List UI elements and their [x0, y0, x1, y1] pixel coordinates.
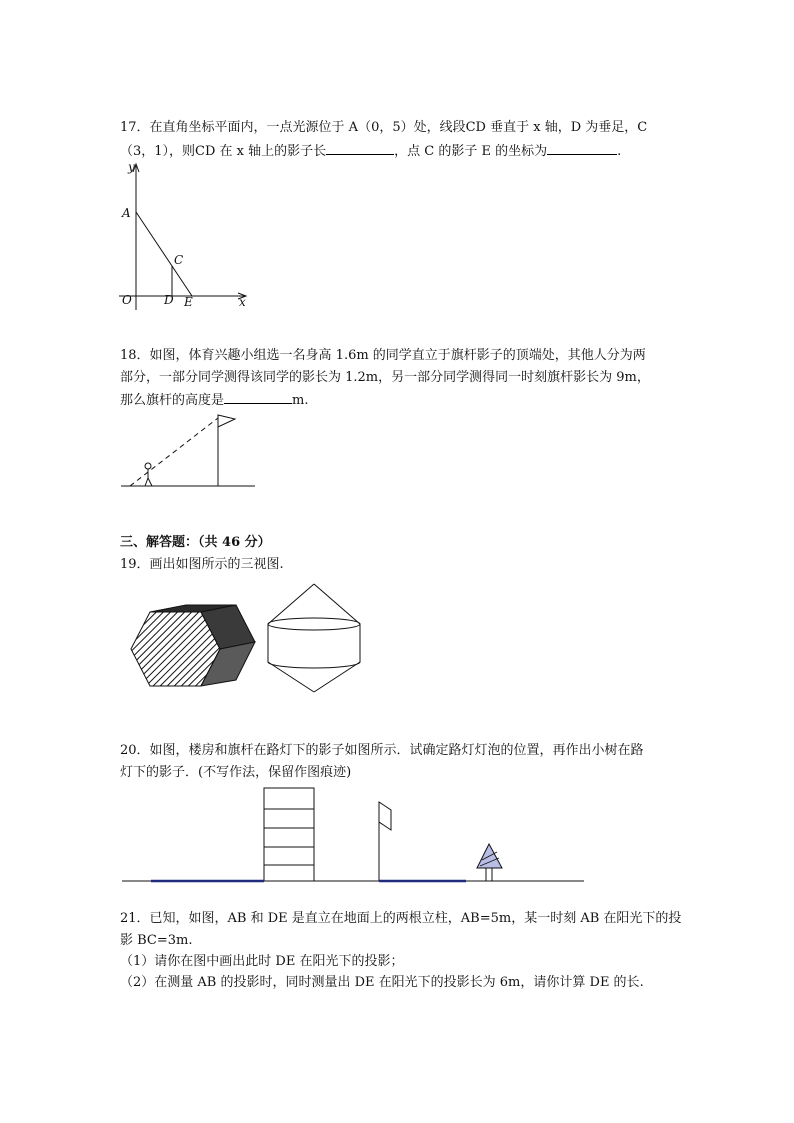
hexagonal-prism: [131, 605, 255, 686]
cylinder-top-ellipse: [268, 618, 360, 630]
q20-text-line2: 灯下的影子．(不写作法，保留作图痕迹): [120, 765, 352, 780]
flag: [379, 802, 391, 830]
q18-flagpole-figure: [118, 412, 258, 492]
label-D: D: [164, 293, 174, 307]
cylinder-with-cones: [268, 584, 360, 692]
q17-text-a: （3，1），则CD 在 x 轴上的影子长: [120, 144, 327, 159]
q20-text-line1: 20．如图，楼房和旗杆在路灯下的影子如图所示．试确定路灯灯泡的位置，再作出小树在路: [120, 743, 644, 758]
label-C: C: [174, 253, 184, 267]
q20-streetlight-figure: [120, 786, 590, 886]
flag: [218, 415, 235, 427]
q18-text-line1: 18．如图，体育兴趣小组选一名身高 1.6m 的同学直立于旗杆影子的顶端处，其他人分为两: [120, 348, 646, 363]
student-leg-left: [145, 478, 148, 486]
q17-text-c: .: [617, 144, 622, 159]
student-leg-right: [148, 478, 152, 486]
label-O: O: [122, 293, 132, 307]
q18-text-line3: [120, 390, 308, 410]
sun-ray-dashed: [130, 418, 218, 486]
q17-answer-blank-2[interactable]: [547, 141, 617, 155]
q18-text-b: m.: [292, 393, 309, 408]
label-A: A: [122, 206, 131, 220]
q19-solids-figure: [120, 584, 360, 694]
section-3-heading: 三、解答题：（共 46 分）: [120, 535, 271, 550]
student-head: [145, 463, 151, 469]
q21-text-line4: （2）在测量 AB 的投影时，同时测量出 DE 在阳光下的投影长为 6m，请你计算 DE 的长.: [120, 975, 644, 990]
line-AE: [136, 212, 192, 296]
prism-front-face: [131, 612, 220, 686]
q17-text-line1: 17．在直角坐标平面内，一点光源位于 A（0，5）处，线段CD 垂直于 x 轴，D 为垂足，C: [120, 120, 648, 135]
q18-text-line2: 部分，一部分同学测得该同学的影长为 1.2m，另一部分同学测得同一时刻旗杆影长为 9m，: [120, 370, 650, 385]
label-E: E: [184, 295, 193, 309]
q17-text-line2: [120, 141, 621, 161]
building: [264, 788, 314, 881]
q17-answer-blank-1[interactable]: [326, 141, 394, 155]
q21-text-line2: 影 BC=3m.: [120, 933, 193, 948]
q19-text: 19．画出如图所示的三视图.: [120, 557, 284, 572]
q17-coordinate-figure: [115, 160, 255, 320]
label-y: y: [128, 160, 135, 174]
cylinder-body: [268, 624, 360, 668]
q21-text-line1: 21．已知，如图，AB 和 DE 是直立在地面上的两根立柱，AB=5m，某一时刻 AB 在阳光下的投: [120, 911, 682, 926]
q21-text-line3: （1）请你在图中画出此时 DE 在阳光下的投影；: [120, 954, 404, 969]
q18-text-a: 那么旗杆的高度是: [120, 393, 225, 408]
q17-text-b: ，点 C 的影子 E 的坐标为: [394, 144, 548, 159]
q18-answer-blank[interactable]: [224, 390, 292, 404]
label-x: x: [239, 295, 246, 309]
